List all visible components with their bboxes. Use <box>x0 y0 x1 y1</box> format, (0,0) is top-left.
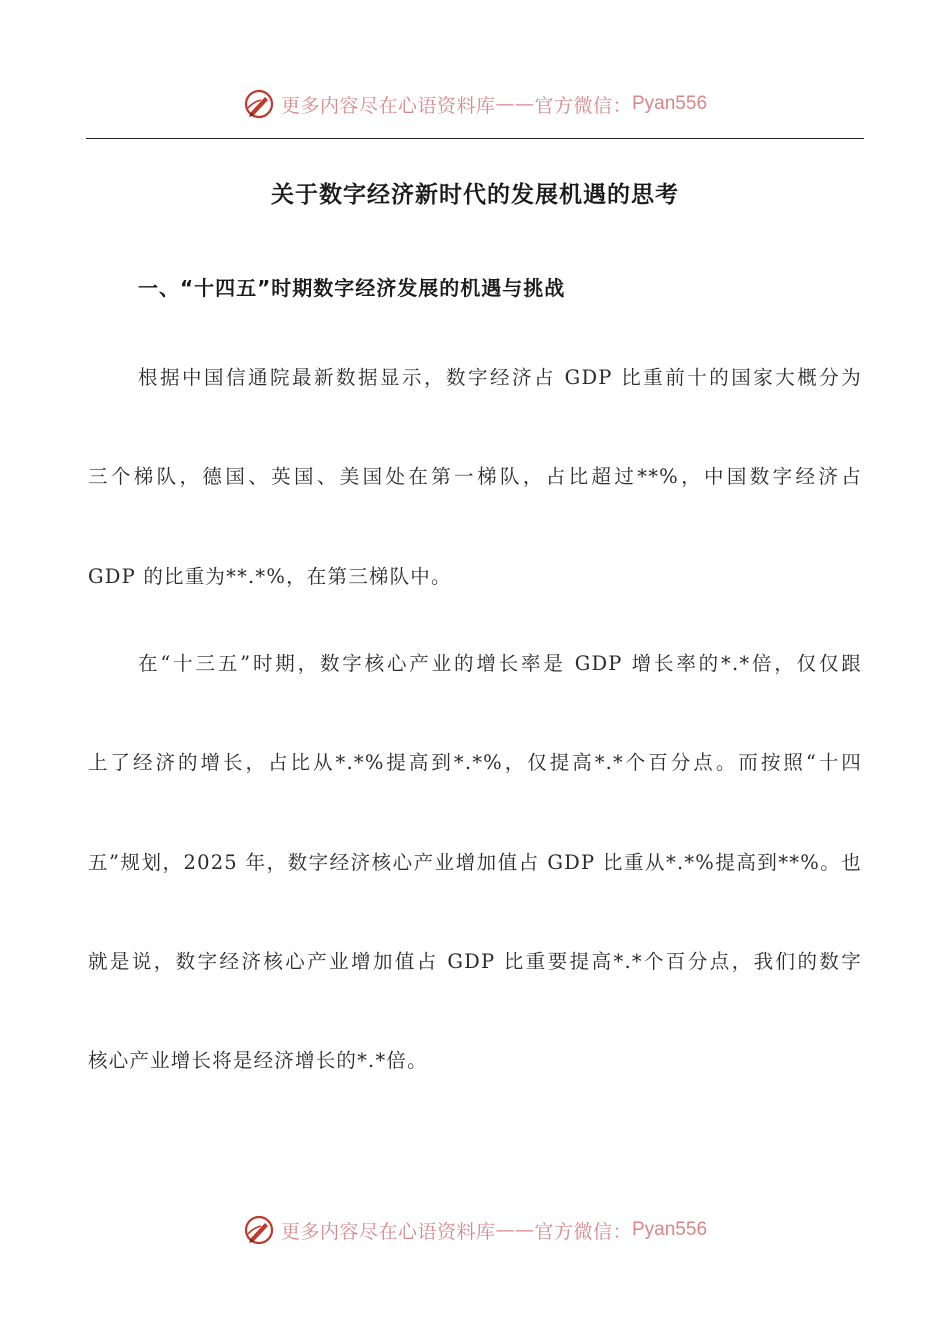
banner-dash: —— <box>495 1219 535 1241</box>
paragraph-1-line-1: 根据中国信通院最新数据显示，数字经济占 GDP 比重前十的国家大概分为 <box>138 366 862 389</box>
header-divider <box>86 138 864 139</box>
banner-dash: —— <box>495 93 535 115</box>
paragraph-2-line-2: 上了经济的增长，占比从*.*%提高到*.*%，仅提高*.*个百分点。而按照“十四 <box>88 751 862 774</box>
pen-logo-icon <box>243 88 275 120</box>
section-heading: 一、“十四五”时期数字经济发展的机遇与挑战 <box>138 276 566 300</box>
paragraph-1-line-2: 三个梯队，德国、英国、美国处在第一梯队，占比超过**%，中国数字经济占 <box>88 465 862 488</box>
paragraph-1-line-3: GDP 的比重为**.*%，在第三梯队中。 <box>88 565 452 588</box>
banner-wechat-label: 官方微信： <box>534 94 632 117</box>
page-title: 关于数字经济新时代的发展机遇的思考 <box>271 182 679 208</box>
banner-wechat-account: Pyan556 <box>632 93 708 114</box>
paragraph-2-line-5: 核心产业增长将是经济增长的*.*倍。 <box>88 1049 428 1072</box>
banner-slogan: 更多内容尽在心语资料库 <box>280 1220 496 1243</box>
banner-wechat-label: 官方微信： <box>534 1220 632 1243</box>
paragraph-2-line-3: 五”规划，2025 年，数字经济核心产业增加值占 GDP 比重从*.*%提高到**%。也 <box>88 851 862 874</box>
paragraph-2-line-4: 就是说，数字经济核心产业增加值占 GDP 比重要提高*.*个百分点，我们的数字 <box>88 950 862 973</box>
pen-logo-icon <box>243 1214 275 1246</box>
paragraph-2-line-1: 在“十三五”时期，数字核心产业的增长率是 GDP 增长率的*.*倍，仅仅跟 <box>138 652 862 675</box>
header-banner <box>0 84 950 124</box>
banner-wechat-account: Pyan556 <box>632 1219 708 1240</box>
footer-banner <box>0 1210 950 1250</box>
banner-slogan: 更多内容尽在心语资料库 <box>280 94 496 117</box>
